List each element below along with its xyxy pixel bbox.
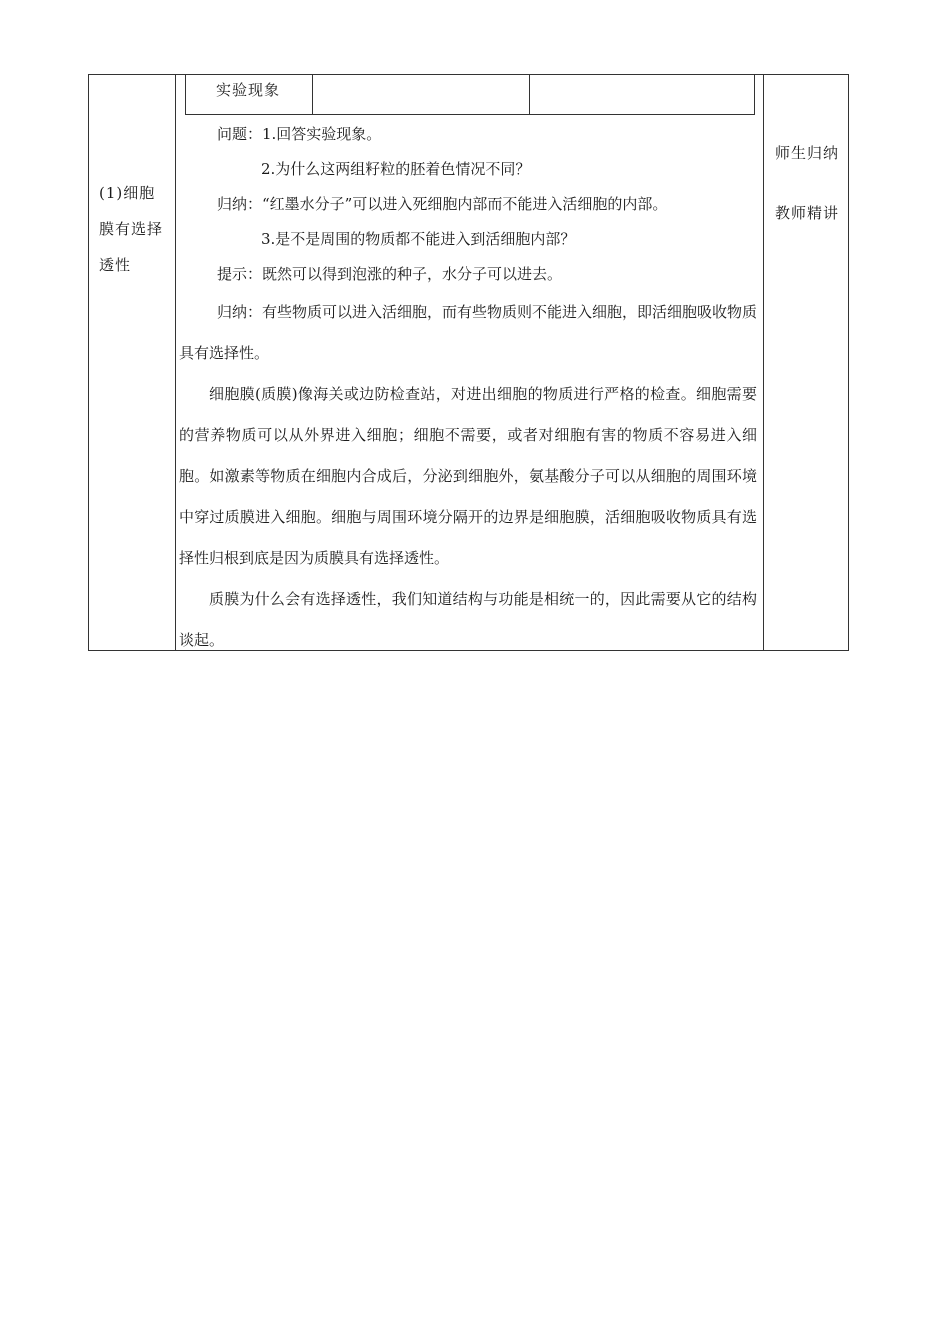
hint: 提示：既然可以得到泡涨的种子，水分子可以进去。: [217, 265, 563, 283]
paragraph-structure: 质膜为什么会有选择透性，我们知道结构与功能是相统一的，因此需要从它的结构谈起。: [179, 590, 757, 649]
content-cell: [179, 117, 757, 661]
summary-2: 归纳：有些物质可以进入活细胞，而有些物质则不能进入细胞，即活细胞吸收物质具有选择性。: [179, 303, 758, 362]
method-summary: 师生归纳: [774, 144, 839, 162]
topic-cell: (1)细胞膜有选择透性: [99, 184, 164, 274]
result-cell: [312, 75, 313, 114]
column-divider: [175, 75, 176, 650]
question-3: 3.是不是周围的物质都不能进入到活细胞内部？: [261, 230, 576, 248]
method-lecture: 教师精讲: [774, 204, 839, 222]
question-1: 问题：1.回答实验现象。: [217, 125, 382, 143]
question-2: 2.为什么这两组籽粒的胚着色情况不同？: [261, 160, 531, 178]
summary-1: 归纳：“红墨水分子”可以进入死细胞内部而不能进入活细胞的内部。: [217, 195, 668, 213]
paragraph-membrane: 细胞膜(质膜)像海关或边防检查站，对进出细胞的物质进行严格的检查。细胞需要的营养物质可以从外界进入细胞；细胞不需要，或者对细胞有害的物质不容易进入细胞。如激素等物质在细胞内合成后，分泌到细胞外，氨基酸分子可以从细胞的周围环境中穿过质膜进入细胞。细胞与周围环境分隔开的边界是细胞膜，活细胞吸收物质具有选择性归根到底是因为质膜具有选择透性。: [179, 385, 757, 567]
lesson-table: [88, 74, 849, 651]
result-cell: [529, 75, 530, 114]
method-cell: [764, 123, 850, 243]
experiment-result-label: 实验现象: [216, 81, 281, 99]
experiment-result-table: [185, 75, 755, 115]
